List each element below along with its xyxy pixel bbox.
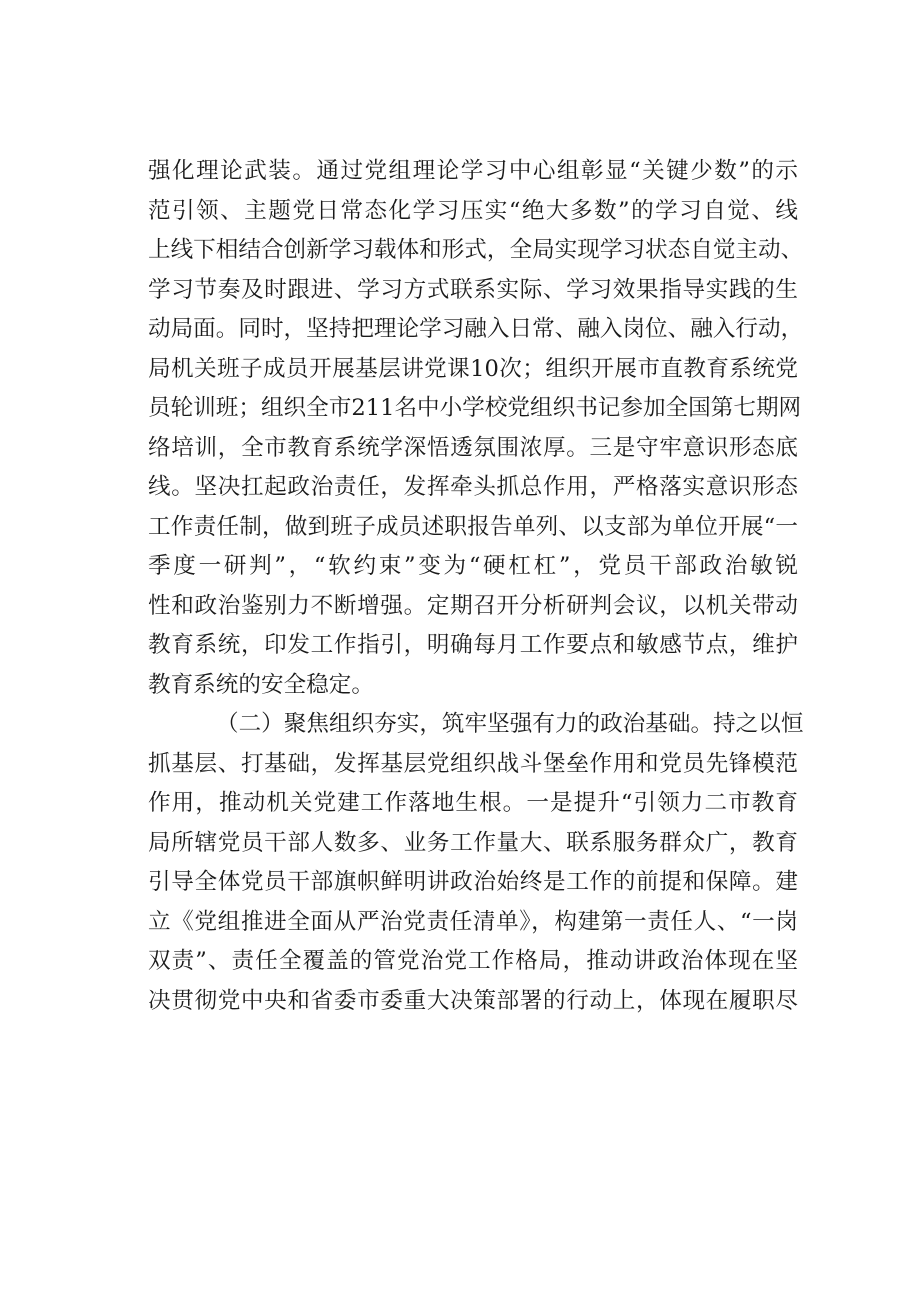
- text-line: 决贯彻党中央和省委市委重大决策部署的行动上，体现在履职尽: [148, 987, 798, 1014]
- text-line: 动局面。同时，坚持把理论学习融入日常、融入岗位、融入行动，: [148, 316, 804, 342]
- text-line: 学习节奏及时跟进、学习方式联系实际、学习效果指导实践的生: [148, 276, 798, 303]
- text-line: 线。坚决扛起政治责任，发挥牵头抓总作用，严格落实意识形态: [148, 474, 798, 500]
- text-line: 作用，推动机关党建工作落地生根。一是提升“引领力二市教育: [148, 790, 798, 816]
- section-heading-line: （二）聚焦组织夯实，筑牢坚强有力的政治基础。持之以恒: [216, 711, 804, 737]
- text-line: 季度一研判”，“软约束”变为“硬杠杠”，党员干部政治敏锐: [148, 553, 798, 579]
- text-line: 教育系统，印发工作指引，明确每月工作要点和敏感节点，维护: [148, 632, 798, 658]
- text-line: 双责”、责任全覆盖的管党治党工作格局，推动讲政治体现在坚: [148, 948, 798, 974]
- text-line: 工作责任制，做到班子成员述职报告单列、以支部为单位开展“一: [148, 513, 798, 540]
- text-line: 引导全体党员干部旗帜鲜明讲政治始终是工作的前提和保障。建: [148, 869, 798, 895]
- text-line: 抓基层、打基础，发挥基层党组织战斗堡垒作用和党员先锋模范: [148, 750, 798, 777]
- text-line: 上线下相结合创新学习载体和形式，全局实现学习状态自觉主动、: [148, 237, 804, 263]
- text-line: 员轮训班；组织全市211名中小学校党组织书记参加全国第七期网: [148, 395, 802, 421]
- text-line: 强化理论武装。通过党组理论学习中心组彰显“关键少数”的示: [148, 158, 798, 184]
- body-text: [148, 152, 804, 1021]
- text-line: 立《党组推进全面从严治党责任清单》，构建第一责任人、“一岗: [148, 908, 798, 935]
- text-line: 教育系统的安全稳定。: [148, 671, 374, 698]
- text-line: 局机关班子成员开展基层讲党课10次；组织开展市直教育系统党: [148, 355, 798, 382]
- text-line: 局所辖党员干部人数多、业务工作量大、联系服务群众广，教育: [148, 829, 798, 856]
- text-line: 性和政治鉴别力不断增强。定期召开分析研判会议，以机关带动: [148, 592, 798, 619]
- text-line: 范引领、主题党日常态化学习压实“绝大多数”的学习自觉、线: [148, 197, 798, 224]
- text-line: 络培训，全市教育系统学深悟透氛围浓厚。三是守牢意识形态底: [148, 434, 798, 461]
